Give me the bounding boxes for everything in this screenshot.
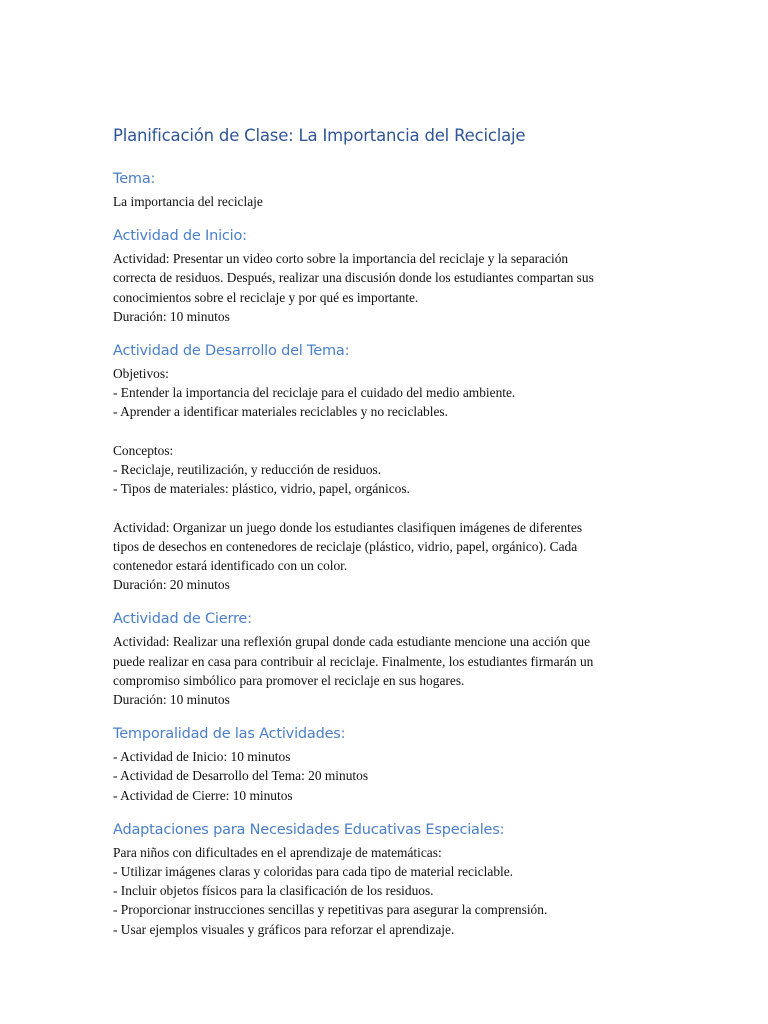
section-heading: Tema: [113, 171, 156, 187]
body-line: La importancia del reciclaje [113, 194, 263, 209]
body-line: Duración: 20 minutos [113, 577, 230, 593]
body-line: - Proporcionar instrucciones sencillas y repetitivas para asegurar la comprensión. [113, 902, 548, 918]
body-line: - Actividad de Inicio: 10 minutos [113, 749, 291, 765]
document-page [113, 122, 653, 953]
body-line: - Usar ejemplos visuales y gráficos para reforzar el aprendizaje. [113, 921, 455, 937]
body-line: tipos de desechos en contenedores de reciclaje (plástico, vidrio, papel, orgánico). Cada [113, 538, 578, 554]
body-line: puede realizar en casa para contribuir al reciclaje. Finalmente, los estudiantes firmarán un [113, 653, 594, 669]
body-line: Actividad: Presentar un video corto sobre la importancia del reciclaje y la separación [113, 251, 569, 267]
section-adaptaciones-para-necesidades-educativas-especiales [113, 819, 653, 939]
body-line: Actividad: Organizar un juego donde los estudiantes clasifiquen imágenes de diferentes [113, 519, 583, 535]
section-actividad-de-desarrollo-del-tema [113, 340, 653, 594]
body-line: Duración: 10 minutos [113, 308, 230, 324]
body-line: - Utilizar imágenes claras y coloridas para cada tipo de material reciclable. [113, 864, 514, 880]
blank-line [113, 422, 653, 441]
section-tema [113, 168, 653, 211]
body-line: compromiso simbólico para promover el reciclaje en sus hogares. [113, 672, 465, 688]
section-temporalidad-de-las-actividades [113, 723, 653, 805]
body-line: - Incluir objetos físicos para la clasificación de los residuos. [113, 883, 434, 899]
section-actividad-de-cierre [113, 608, 653, 709]
body-line: - Reciclaje, reutilización, y reducción de residuos. [113, 462, 382, 478]
body-line: - Entender la importancia del reciclaje para el cuidado del medio ambiente. [113, 385, 516, 401]
section-heading: Adaptaciones para Necesidades Educativas Especiales: [113, 821, 505, 838]
section-heading: Actividad de Cierre: [113, 611, 252, 628]
body-line: conocimientos sobre el reciclaje y por qué es importante. [113, 289, 419, 305]
body-line: - Actividad de Desarrollo del Tema: 20 minutos [113, 768, 369, 784]
section-heading: Temporalidad de las Actividades: [113, 726, 346, 743]
body-line: - Aprender a identificar materiales reciclables y no reciclables. [113, 404, 448, 420]
body-line: correcta de residuos. Después, realizar una discusión donde los estudiantes compartan sus [113, 270, 594, 286]
body-line: Duración: 10 minutos [113, 692, 230, 708]
section-heading: Actividad de Desarrollo del Tema: [113, 343, 350, 360]
section-heading: Actividad de Inicio: [113, 228, 247, 245]
body-line: contenedor estará identificado con un color. [113, 558, 348, 574]
body-line: - Actividad de Cierre: 10 minutos [113, 787, 293, 803]
body-line: Conceptos: [113, 442, 174, 458]
body-line: Objetivos: [113, 366, 169, 382]
blank-line [113, 498, 653, 517]
section-actividad-de-inicio [113, 225, 653, 326]
body-line: Actividad: Realizar una reflexión grupal donde cada estudiante mencione una acción que [113, 634, 591, 650]
body-line: - Tipos de materiales: plástico, vidrio, papel, orgánicos. [113, 481, 410, 497]
sections-container [113, 168, 653, 939]
document-title: Planificación de Clase: La Importancia del Reciclaje [113, 126, 526, 145]
body-line: Para niños con dificultades en el aprendizaje de matemáticas: [113, 844, 442, 860]
